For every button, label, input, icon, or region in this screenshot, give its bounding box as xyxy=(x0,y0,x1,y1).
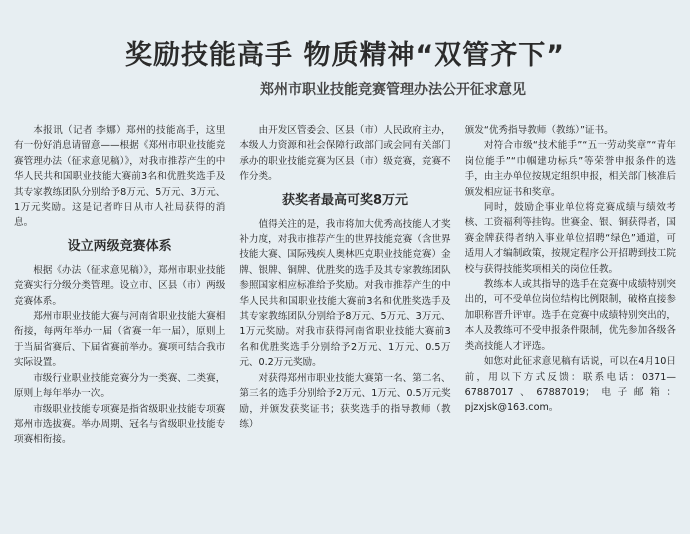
paragraph: 同时，鼓励企事业单位将竞赛成绩与绩效考核、工资福利等挂钩。世赛金、银、铜获得者，国赛金牌获得者纳入事业单位招聘“绿色”通道，可适用人才编制政策，按规定程序公开招聘到技工院校与获得技能奖项相关的岗位任教。 xyxy=(464,202,676,275)
section-heading: 获奖者最高可奖8万元 xyxy=(281,192,409,208)
paragraph: 对获得郑州市职业技能大赛第一名、第二名、第三名的选手分别给予2万元、1万元、0.5万元奖励，并颁发获奖证书；获奖选手的指导教师（教练） xyxy=(239,372,451,430)
article-body xyxy=(14,123,676,530)
column-1 xyxy=(14,123,225,530)
column-3 xyxy=(465,123,676,530)
paragraph: 本报讯（记者 李娜）郑州的技能高手，这里有一份好消息请留意——根据《郑州市职业技能竞赛管理办法（征求意见稿）》，对我市推荐产生的中华人民共和国职业技能大赛前3名和优胜奖选手及其专家教练团队分别给予8万元、5万元、3万元、1万元奖励。这是记者昨日从市人社局获得的消息。 xyxy=(14,125,226,229)
paragraph: 如您对此征求意见稿有话说，可以在4月10日前，用以下方式反馈：联系电话：0371—67887017、67887019；电子邮箱：pjzxjsk@163.com。 xyxy=(464,356,676,414)
paragraph: 颁发“优秀指导教师（教练）”证书。 xyxy=(464,125,614,136)
subheadline: 郑州市职业技能竞赛管理办法公开征求意见 xyxy=(260,82,526,98)
paragraph: 根据《办法（征求意见稿）》，郑州市职业技能竞赛实行分级分类管理。设立市、区县（市）两级竞赛体系。 xyxy=(14,264,226,307)
paragraph: 市级职业技能专项赛是指省级职业技能专项赛郑州市选拔赛。举办周期、冠名与省级职业技能专项赛相衔接。 xyxy=(14,403,226,446)
column-2 xyxy=(239,123,450,530)
headline: 奖励技能高手 物质精神“双管齐下” xyxy=(125,40,565,71)
paragraph: 由开发区管委会、区县（市）人民政府主办，本级人力资源和社会保障行政部门或会同有关部门承办的职业技能竞赛为区县（市）级竞赛，竞赛不作分类。 xyxy=(239,125,451,183)
paragraph: 教练本人或其指导的选手在竞赛中成绩特别突出的，可不受单位岗位结构比例限制，破格直接参加职称晋升评审。选手在竞赛中成绩特别突出的，本人及教练可不受申报条件限制，优先参加各级各类高技能人才评选。 xyxy=(464,279,676,352)
section-heading: 设立两级竞赛体系 xyxy=(67,238,172,254)
paragraph: 值得关注的是，我市将加大优秀高技能人才奖补力度，对我市推荐产生的世界技能竞赛（含世界技能大赛、国际残疾人奥林匹克职业技能竞赛）金牌、银牌、铜牌、优胜奖的选手及其专家教练团队参照国家相应标准给予奖励。对我市推荐产生的中华人民共和国职业技能大赛前3名和优胜奖选手及其专家教练团队分别给予8万元、5万元、3万元、1万元奖励。对我市获得河南省职业技能大赛前3名和优胜奖选手分别给予2万元、1万元、0.5万元、0.2万元奖励。 xyxy=(239,218,451,369)
paragraph: 郑州市职业技能大赛与河南省职业技能大赛相衔接，每两年举办一届（省赛一年一届），原则上于当届省赛后、下届省赛前举办。赛项可结合我市实际设置。 xyxy=(14,311,226,369)
paragraph: 对符合市级“技术能手”“五一劳动奖章”“青年岗位能手”“巾帼建功标兵”等荣誉申报条件的选手，由主办单位按规定组织申报，相关部门核准后颁发相应证书和奖章。 xyxy=(464,140,676,198)
paragraph: 市级行业职业技能竞赛分为一类赛、二类赛，原则上每年举办一次。 xyxy=(14,372,226,400)
